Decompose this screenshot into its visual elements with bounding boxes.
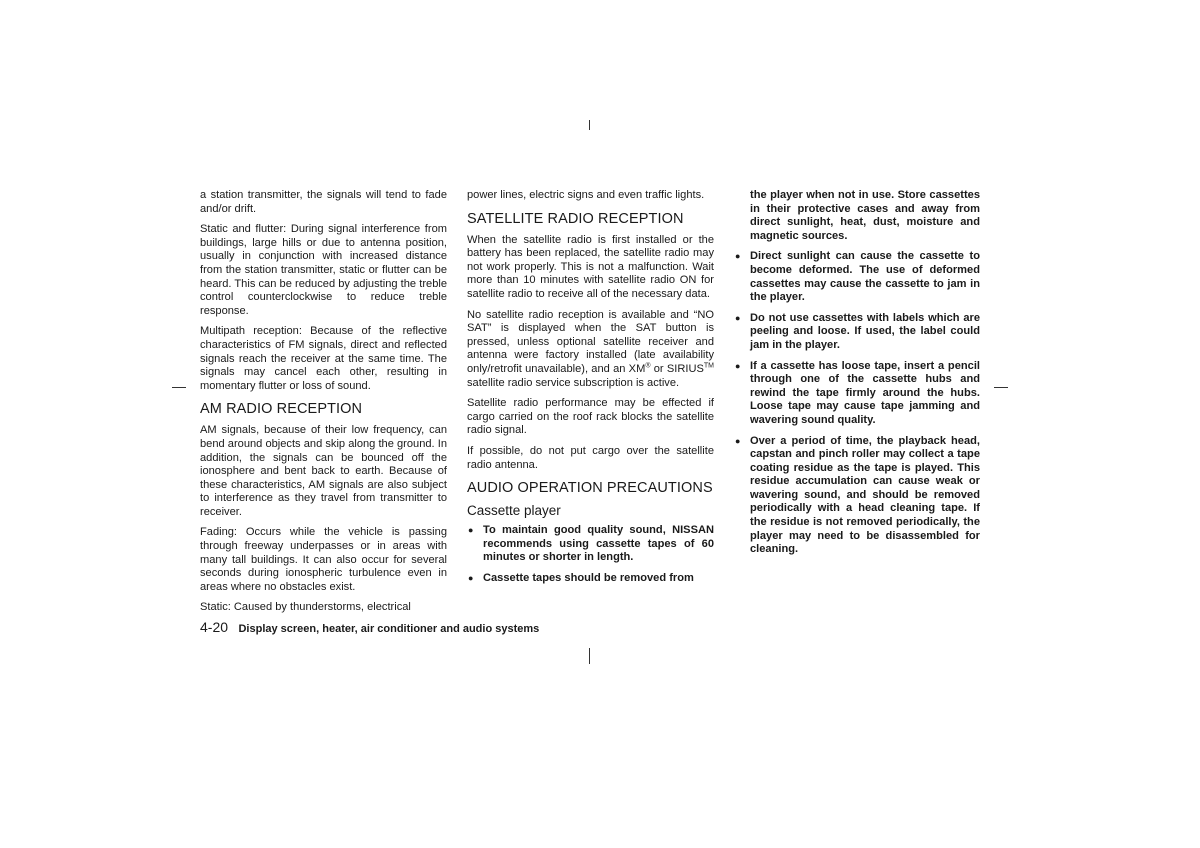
text-column-right xyxy=(734,189,980,564)
list-item: ● If a cassette has loose tape, insert a pencil through one of the cassette hubs and rewind the tape firmly around the hubs. Loose tape may cause tape jamming and wavering sound quality. xyxy=(735,359,980,426)
list-item: ● Direct sunlight can cause the cassette to become deformed. The use of deformed cassettes may cause the cassette to jam in the player. xyxy=(735,250,980,304)
paragraph-satellite-performance: Satellite radio performance may be effected if cargo carried on the roof rack blocks the satellite radio signal. xyxy=(467,397,714,437)
paragraph-multipath: Multipath reception: Because of the reflective characteristics of FM signals, direct and reflected signals reach the receiver at the same time. The signals may cancel each other, resulting in momentary flutter or loss of sound. xyxy=(200,325,447,392)
paragraph-no-sat xyxy=(467,309,714,391)
crop-mark-left xyxy=(172,387,186,388)
crop-mark-top xyxy=(589,120,590,130)
bullet-icon: ● xyxy=(468,525,474,536)
page-number: 4-20 xyxy=(200,619,229,635)
list-item: ● Over a period of time, the playback head, capstan and pinch roller may collect a tape coating residue as the tape is played. This residue accumulation can cause weak or wavering sound, and should be removed periodically with a head cleaning tape. If the residue is not removed periodically, the player may need to be disassembled for cleaning. xyxy=(735,434,980,556)
heading-cassette-player: Cassette player xyxy=(467,503,561,519)
heading-satellite-radio: SATELLITE RADIO RECEPTION xyxy=(467,210,684,227)
list-item: ● Do not use cassettes with labels which are peeling and loose. If used, the label could jam in the player. xyxy=(735,311,980,351)
page-footer xyxy=(200,619,539,637)
paragraph-satellite-install: When the satellite radio is first installed or the battery has been replaced, the satellite radio may not work properly. This is not a malfunction. Wait more than 10 minutes with satellite radio ON for satellite radio to receive all of the necessary data. xyxy=(467,233,714,300)
paragraph-static: Static: Caused by thunderstorms, electrical xyxy=(200,601,411,614)
paragraph-cargo: If possible, do not put cargo over the satellite radio antenna. xyxy=(467,444,714,471)
paragraph-am-signals: AM signals, because of their low frequency, can bend around objects and skip along the ground. In addition, the signals can be bounced off the ionosphere and bent back to earth. Because of these characteristics, AM signals are also subject to interference as they travel from transmitter to receiver. xyxy=(200,424,447,518)
list-item: ● Cassette tapes should be removed from xyxy=(468,571,694,584)
text-column-left xyxy=(200,189,447,622)
heading-am-radio: AM RADIO RECEPTION xyxy=(200,401,363,418)
paragraph-cassette-storage: the player when not in use. Store cassettes in their protective cases and away from direct sunlight, heat, dust, moisture and magnetic sources. xyxy=(750,189,980,242)
crop-mark-right xyxy=(994,387,1008,388)
bullet-icon: ● xyxy=(735,435,741,446)
paragraph-power-lines: power lines, electric signs and even traffic lights. xyxy=(467,189,705,201)
bullet-icon: ● xyxy=(735,360,741,371)
no-sat-text-a: No satellite radio reception is available and “NO SAT” is displayed when the SAT button is pressed, unless optional satellite receiver and antenna were factory installed (late availability only/retrofit unavailable), and an XM xyxy=(467,308,714,375)
crop-mark-bottom xyxy=(589,648,590,664)
no-sat-text-c: satellite radio service subscription is active. xyxy=(467,376,680,389)
no-sat-text-b: or SIRIUS xyxy=(650,362,704,375)
heading-audio-precautions: AUDIO OPERATION PRECAUTIONS xyxy=(467,480,713,497)
registered-mark: ® xyxy=(645,362,651,370)
paragraph-drift: a station transmitter, the signals will tend to fade and/or drift. xyxy=(200,189,447,215)
bullet-icon: ● xyxy=(735,251,741,262)
bullet-icon: ● xyxy=(468,572,474,583)
list-item: ● To maintain good quality sound, NISSAN recommends using cassette tapes of 60 minutes or shorter in length. xyxy=(468,524,714,564)
bullet-icon: ● xyxy=(735,312,741,323)
chapter-title: Display screen, heater, air conditioner and audio systems xyxy=(238,623,540,635)
paragraph-static-flutter: Static and flutter: During signal interference from buildings, large hills or due to antenna position, usually in conjunction with increased distance from the station transmitter, static or flutter can be heard. This can be reduced by adjusting the treble control counterclockwise to reduce treble response. xyxy=(200,223,447,317)
text-column-middle xyxy=(467,189,714,592)
paragraph-fading: Fading: Occurs while the vehicle is passing through freeway underpasses or in areas with many tall buildings. It can also occur for several seconds during ionospheric turbulence even in areas where no obstacles exist. xyxy=(200,526,447,593)
cassette-bullet-list-continued xyxy=(734,250,980,556)
cassette-bullet-list xyxy=(467,524,714,585)
trademark-mark: TM xyxy=(703,362,714,370)
